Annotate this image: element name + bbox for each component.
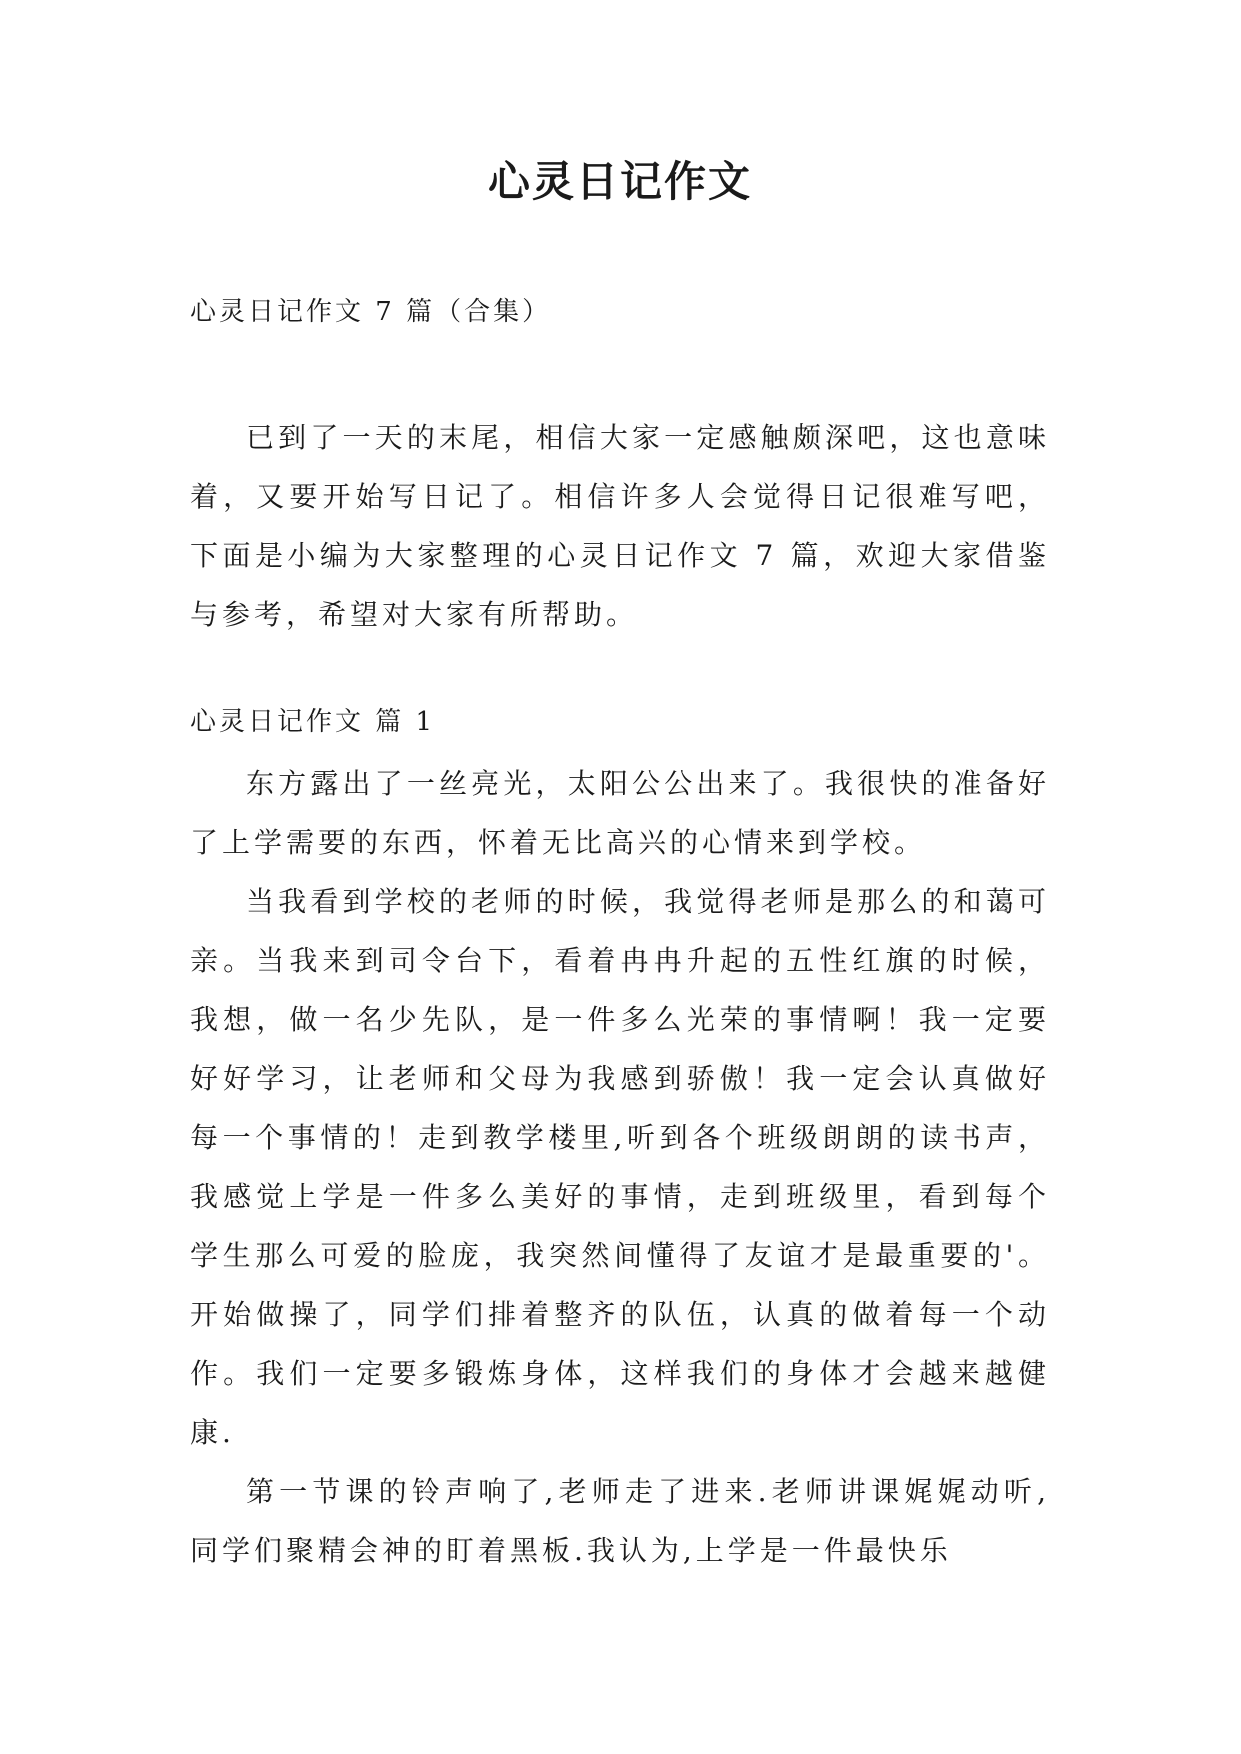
body-paragraph: 第一节课的铃声响了,老师走了进来.老师讲课娓娓动听,同学们聚精会神的盯着黑板.我认为,上学是一件最快乐	[190, 1475, 1050, 1567]
body-paragraph: 东方露出了一丝亮光，太阳公公出来了。我很快的准备好了上学需要的东西，怀着无比高兴的心情来到学校。	[190, 767, 1050, 859]
body-paragraph: 当我看到学校的老师的时候，我觉得老师是那么的和蔼可亲。当我来到司令台下，看着冉冉升起的五性红旗的时候，我想，做一名少先队，是一件多么光荣的事情啊！我一定要好好学习，让老师和父母为我感到骄傲！我一定会认真做好每一个事情的！走到教学楼里,听到各个班级朗朗的读书声，我感觉上学是一件多么美好的事情，走到班级里，看到每个学生那么可爱的脸庞，我突然间懂得了友谊才是最重要的'。开始做操了，同学们排着整齐的队伍，认真的做着每一个动作。我们一定要多锻炼身体，这样我们的身体才会越来越健康.	[190, 885, 1050, 1449]
section-heading: 心灵日记作文 篇 1	[190, 707, 436, 737]
intro-paragraph: 已到了一天的末尾，相信大家一定感触颇深吧，这也意味着，又要开始写日记了。相信许多人会觉得日记很难写吧，下面是小编为大家整理的心灵日记作文 7 篇，欢迎大家借鉴与参考，希望对大家有所帮助。	[190, 421, 1050, 631]
document-title: 心灵日记作文	[487, 157, 752, 206]
document-subtitle: 心灵日记作文 7 篇（合集）	[190, 297, 552, 327]
